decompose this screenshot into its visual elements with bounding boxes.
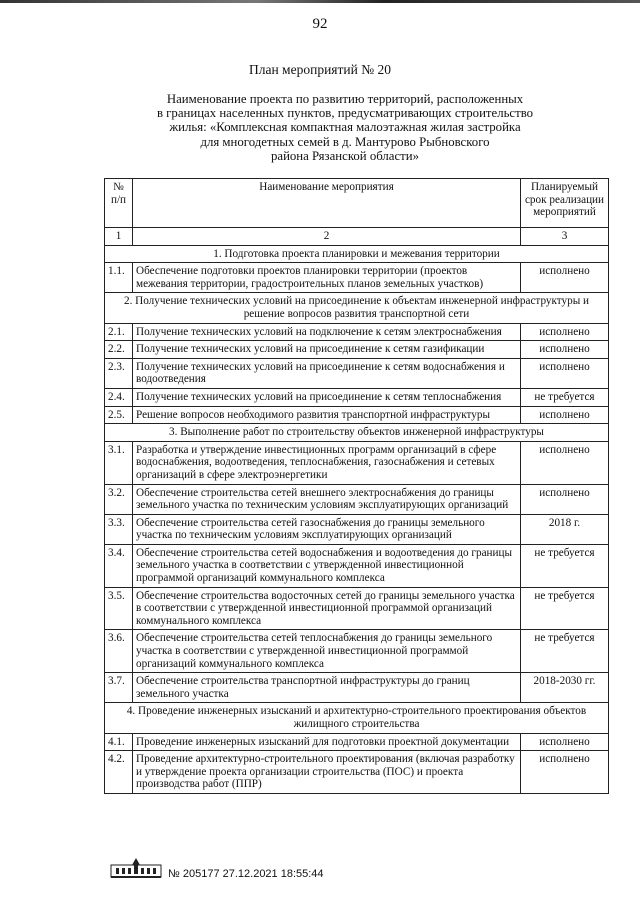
section-row xyxy=(105,424,609,442)
table-row xyxy=(105,673,609,703)
row-number: 1.1. xyxy=(105,263,133,293)
row-number: 2.1. xyxy=(105,323,133,341)
table-row xyxy=(105,514,609,544)
implementation-term: исполнено xyxy=(521,484,609,514)
implementation-term: исполнено xyxy=(521,358,609,388)
implementation-term: исполнено xyxy=(521,263,609,293)
activity-name: Проведение инженерных изысканий для подготовки проектной документации xyxy=(133,733,521,751)
implementation-term: не требуется xyxy=(521,630,609,673)
activity-name: Разработка и утверждение инвестиционных программ организаций в сфере водоснабжения, водоотведения, теплоснабжения, газоснабжения и сетевых организаций в сфере электроэнергетики xyxy=(133,441,521,484)
table-row xyxy=(105,630,609,673)
column-index: 2 xyxy=(133,228,521,246)
building-stamp-icon xyxy=(110,857,162,879)
table-header-row xyxy=(105,179,609,228)
activity-name: Обеспечение подготовки проектов планировки территории (проектов межевания территории, градостроительных планов земельных участков) xyxy=(133,263,521,293)
row-number: 2.3. xyxy=(105,358,133,388)
project-line: района Рязанской области» xyxy=(270,148,420,163)
registration-number: № 205177 27.12.2021 18:55:44 xyxy=(168,868,324,880)
activity-name: Решение вопросов необходимого развития транспортной инфраструктуры xyxy=(133,406,521,424)
activity-name: Обеспечение строительства сетей теплоснабжения до границы земельного участка в соответствии с утвержденной инвестиционной программой организаций коммунального комплекса xyxy=(133,630,521,673)
activity-name: Получение технических условий на присоединение к сетям теплоснабжения xyxy=(133,388,521,406)
activity-name: Обеспечение строительства сетей внешнего электроснабжения до границы земельного участка по техническим условиям эксплуатирующих организаций xyxy=(133,484,521,514)
activity-name: Получение технических условий на присоединение к сетям газификации xyxy=(133,341,521,359)
row-number: 3.6. xyxy=(105,630,133,673)
implementation-term: не требуется xyxy=(521,587,609,630)
section-title: 1. Подготовка проекта планировки и межевания территории xyxy=(105,245,609,263)
implementation-term: исполнено xyxy=(521,751,609,794)
scan-edge xyxy=(0,0,640,3)
implementation-term: исполнено xyxy=(521,733,609,751)
implementation-term: исполнено xyxy=(521,406,609,424)
project-line: для многодетных семей в д. Мантурово Рыбновского xyxy=(200,134,490,149)
row-number: 3.7. xyxy=(105,673,133,703)
implementation-term: исполнено xyxy=(521,441,609,484)
implementation-term: не требуется xyxy=(521,388,609,406)
row-number: 3.5. xyxy=(105,587,133,630)
plan-title: План мероприятий № 20 xyxy=(248,62,391,77)
implementation-term: 2018-2030 гг. xyxy=(521,673,609,703)
activity-name: Обеспечение строительства транспортной инфраструктуры до границ земельного участка xyxy=(133,673,521,703)
row-number: 2.4. xyxy=(105,388,133,406)
column-index: 1 xyxy=(105,228,133,246)
table-row xyxy=(105,406,609,424)
activity-name: Получение технических условий на подключение к сетям электроснабжения xyxy=(133,323,521,341)
column-index-row xyxy=(105,228,609,246)
project-line: Наименование проекта по развитию территорий, расположенных xyxy=(166,92,524,106)
plan-table xyxy=(104,178,609,794)
header-name: Наименование мероприятия xyxy=(133,179,521,228)
activity-name: Проведение архитектурно-строительного проектирования (включая разработку и утверждение проекта организации строительства (ПОС) и проекта производства работ (ППР) xyxy=(133,751,521,794)
table-row xyxy=(105,751,609,794)
table-row xyxy=(105,587,609,630)
header-num: № п/п xyxy=(105,179,133,228)
row-number: 2.2. xyxy=(105,341,133,359)
row-number: 2.5. xyxy=(105,406,133,424)
implementation-term: исполнено xyxy=(521,323,609,341)
section-title: 2. Получение технических условий на присоединение к объектам инженерной инфраструктуры и решение вопросов развития транспортной сети xyxy=(105,293,609,323)
row-number: 3.2. xyxy=(105,484,133,514)
page-number: 92 xyxy=(312,16,328,32)
section-row xyxy=(105,245,609,263)
activity-name: Обеспечение строительства сетей газоснабжения до границы земельного участка по техническим условиям эксплуатирующих организаций xyxy=(133,514,521,544)
header-term: Планируемый срок реализации мероприятий xyxy=(521,179,609,228)
implementation-term: 2018 г. xyxy=(521,514,609,544)
activity-name: Обеспечение строительства водосточных сетей до границы земельного участка в соответствии с утвержденной инвестиционной программой организаций коммунального комплекса xyxy=(133,587,521,630)
implementation-term: исполнено xyxy=(521,341,609,359)
implementation-term: не требуется xyxy=(521,544,609,587)
section-title: 4. Проведение инженерных изысканий и архитектурно-строительного проектирования объектов жилищного строительства xyxy=(105,703,609,733)
section-row xyxy=(105,293,609,323)
table-row xyxy=(105,544,609,587)
project-line: в границах населенных пунктов, предусматривающих строительство xyxy=(156,106,534,121)
table-row xyxy=(105,358,609,388)
activity-name: Получение технических условий на присоединение к сетям водоснабжения и водоотведения xyxy=(133,358,521,388)
table-row xyxy=(105,441,609,484)
row-number: 3.1. xyxy=(105,441,133,484)
row-number: 3.3. xyxy=(105,514,133,544)
table-row xyxy=(105,484,609,514)
project-line: жилья: «Комплексная компактная малоэтажная жилая застройка xyxy=(169,120,521,135)
row-number: 4.1. xyxy=(105,733,133,751)
section-title: 3. Выполнение работ по строительству объектов инженерной инфраструктуры xyxy=(105,424,609,442)
column-index: 3 xyxy=(521,228,609,246)
section-row xyxy=(105,703,609,733)
row-number: 3.4. xyxy=(105,544,133,587)
table-row xyxy=(105,733,609,751)
table-row xyxy=(105,263,609,293)
activity-name: Обеспечение строительства сетей водоснабжения и водоотведения до границы земельного участка в соответствии с утвержденной инвестиционной программой организаций коммунального комплекса xyxy=(133,544,521,587)
row-number: 4.2. xyxy=(105,751,133,794)
table-row xyxy=(105,341,609,359)
table-row xyxy=(105,388,609,406)
table-row xyxy=(105,323,609,341)
project-description xyxy=(150,92,540,163)
